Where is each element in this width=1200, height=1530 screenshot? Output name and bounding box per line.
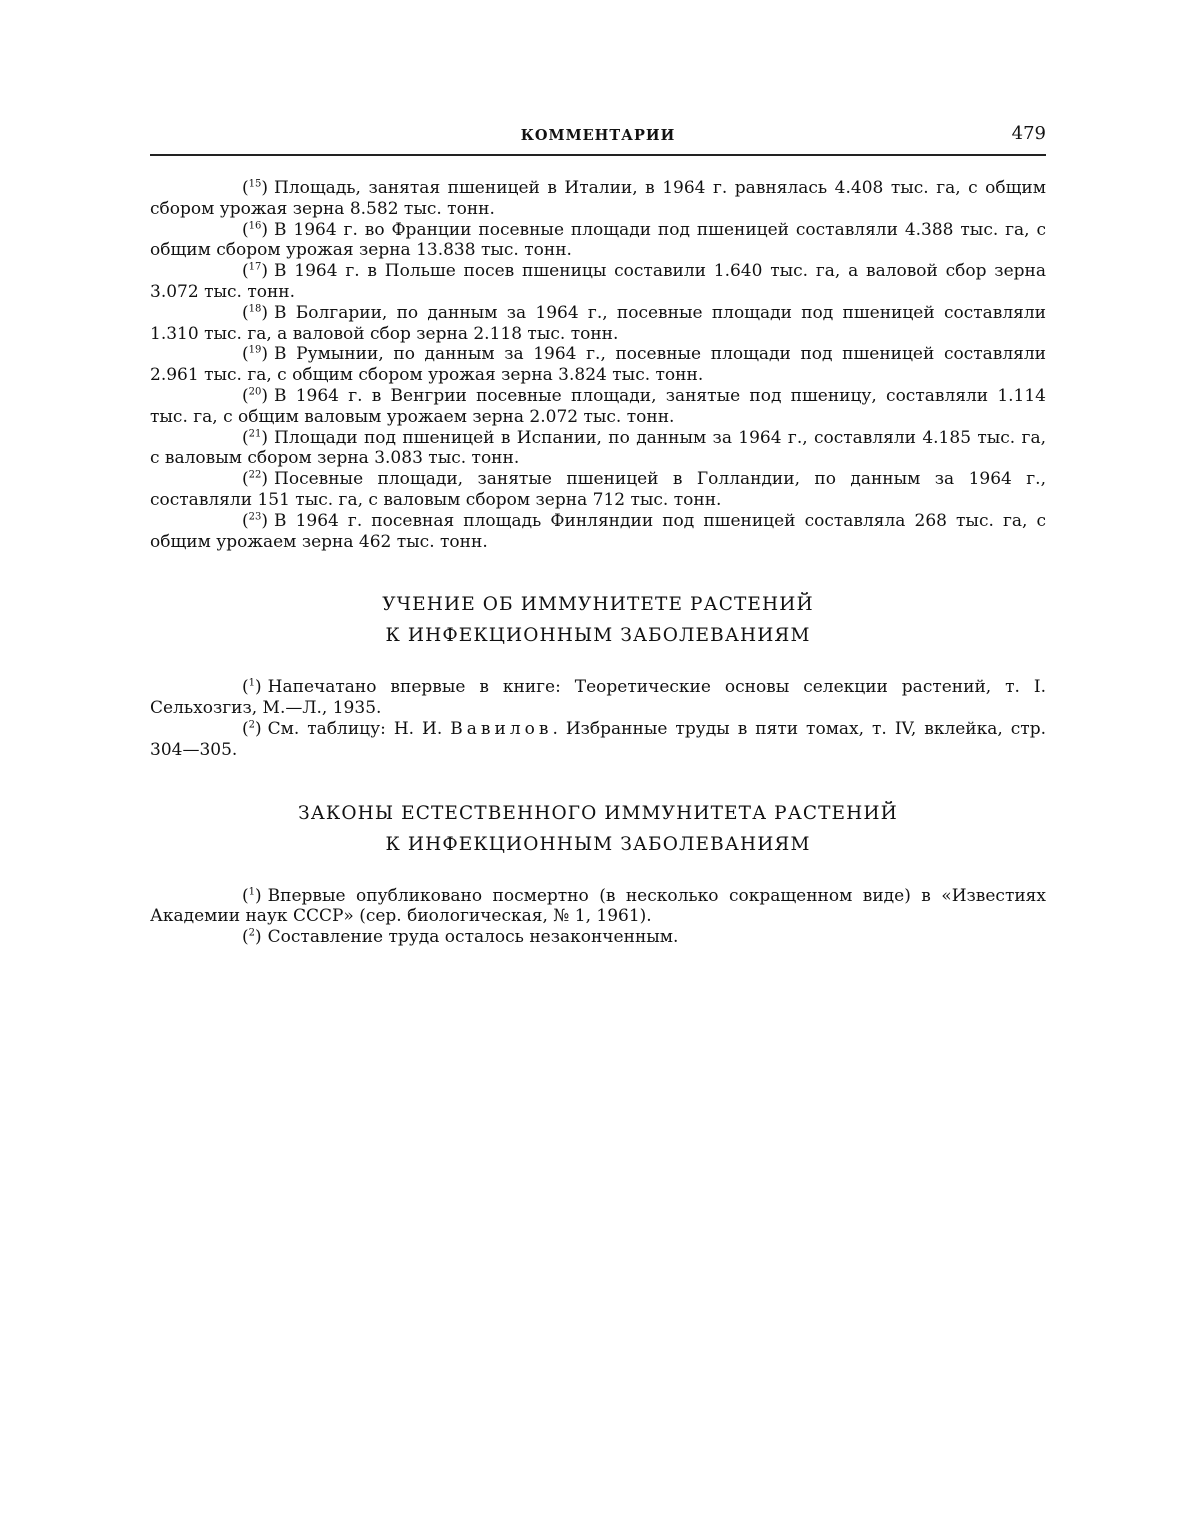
footnote-text: Площади под пшеницей в Испании, по данным за 1964 г., составляли 4.185 тыс. га, с валовым сбором зерна 3.083 тыс. тонн. <box>150 427 1046 469</box>
footnote-marker: ($^1$) <box>242 677 262 698</box>
running-title: КОММЕНТАРИИ <box>520 127 676 144</box>
footnote-marker: ($^{19}$) <box>242 344 269 365</box>
section-title-line: К ИНФЕКЦИОННЫМ ЗАБОЛЕВАНИЯМ <box>385 833 811 855</box>
footnote-22 <box>150 469 1046 511</box>
section-title-line: ЗАКОНЫ ЕСТЕСТВЕННОГО ИММУНИТЕТА РАСТЕНИЙ <box>298 802 898 824</box>
section-title <box>150 798 1046 860</box>
footnote-marker: ($^2$) <box>242 927 262 948</box>
footnote-1 <box>150 886 1046 928</box>
footnote-marker: ($^{23}$) <box>242 510 269 531</box>
commentary-notes <box>150 178 1046 552</box>
footnote-marker: ($^{21}$) <box>242 427 269 448</box>
footnote-text: Посевные площади, занятые пшеницей в Голландии, по данным за 1964 г., составляли 151 тыс. га, с валовым сбором зерна 712 тыс. тонн. <box>150 469 1046 510</box>
footnote-marker: ($^{22}$) <box>242 469 269 490</box>
running-header <box>150 118 1046 156</box>
section-natural-immunity-laws <box>150 798 1046 948</box>
page-content <box>150 118 1046 948</box>
footnote-marker: ($^1$) <box>242 885 262 906</box>
footnote-17 <box>150 261 1046 303</box>
footnote-marker: ($^{17}$) <box>242 261 269 282</box>
footnote-2 <box>150 927 1046 948</box>
section-title <box>150 589 1046 651</box>
footnote-text: В Болгарии, по данным за 1964 г., посевные площади под пшеницей составляли 1.310 тыс. га, а валовой сбор зерна 2.118 тыс. тонн. <box>150 302 1046 344</box>
footnote-21 <box>150 428 1046 470</box>
footnote-text: Напечатано впервые в книге: Теоретические основы селекции растений, т. I. Сельхозгиз, М.—Л., 1935. <box>150 677 1046 719</box>
section-title-line: УЧЕНИЕ ОБ ИММУНИТЕТЕ РАСТЕНИЙ <box>382 594 814 616</box>
footnote-23 <box>150 511 1046 553</box>
footnote-text: Впервые опубликовано посмертно (в несколько сокращенном виде) в «Известиях Академии наук СССР» (сер. биологическая, № 1, 1961). <box>150 885 1046 927</box>
footnote-text: В 1964 г. в Венгрии посевные площади, занятые под пшеницу, составляли 1.114 тыс. га, с общим валовым урожаем зерна 2.072 тыс. тонн. <box>150 385 1046 427</box>
footnote-2 <box>150 719 1046 761</box>
footnote-marker: ($^{15}$) <box>242 178 269 198</box>
footnote-text: В Румынии, по данным за 1964 г., посевные площади под пшеницей составляли 2.961 тыс. га, с общим сбором урожая зерна 3.824 тыс. тонн. <box>150 344 1046 386</box>
footnote-19 <box>150 344 1046 386</box>
author-name: Вавилов <box>450 718 553 739</box>
footnote-20 <box>150 386 1046 428</box>
section-title-line: К ИНФЕКЦИОННЫМ ЗАБОЛЕВАНИЯМ <box>385 625 811 647</box>
footnote-16 <box>150 220 1046 262</box>
footnote-marker: ($^{18}$) <box>242 302 269 323</box>
footnote-text: В 1964 г. посевная площадь Финляндии под пшеницей составляла 268 тыс. га, с общим урожаем зерна 462 тыс. тонн. <box>150 510 1046 552</box>
footnote-18 <box>150 303 1046 345</box>
footnote-text: . Избранные труды в пяти томах, т. IV, вклейка, стр. 304—305. <box>150 718 1046 760</box>
footnote-text: См. таблицу: Н. И. <box>267 718 443 739</box>
footnote-15 <box>150 178 1046 220</box>
footnote-1 <box>150 677 1046 719</box>
footnote-marker: ($^{16}$) <box>242 219 269 240</box>
footnote-text: Составление труда осталось незаконченным. <box>267 927 679 948</box>
footnote-text: В 1964 г. во Франции посевные площади под пшеницей составляли 4.388 тыс. га, с общим сбором урожая зерна 13.838 тыс. тонн. <box>150 219 1046 261</box>
page-number: 479 <box>1011 123 1046 144</box>
footnote-marker: ($^{20}$) <box>242 385 269 406</box>
footnote-text: Площадь, занятая пшеницей в Италии, в 1964 г. равнялась 4.408 тыс. га, с общим сбором урожая зерна 8.582 тыс. тонн. <box>150 178 1046 219</box>
footnote-text: В 1964 г. в Польше посев пшеницы составили 1.640 тыс. га, а валовой сбор зерна 3.072 тыс. тонн. <box>150 261 1046 302</box>
footnote-marker: ($^2$) <box>242 718 262 739</box>
section-plant-immunity <box>150 589 1046 760</box>
